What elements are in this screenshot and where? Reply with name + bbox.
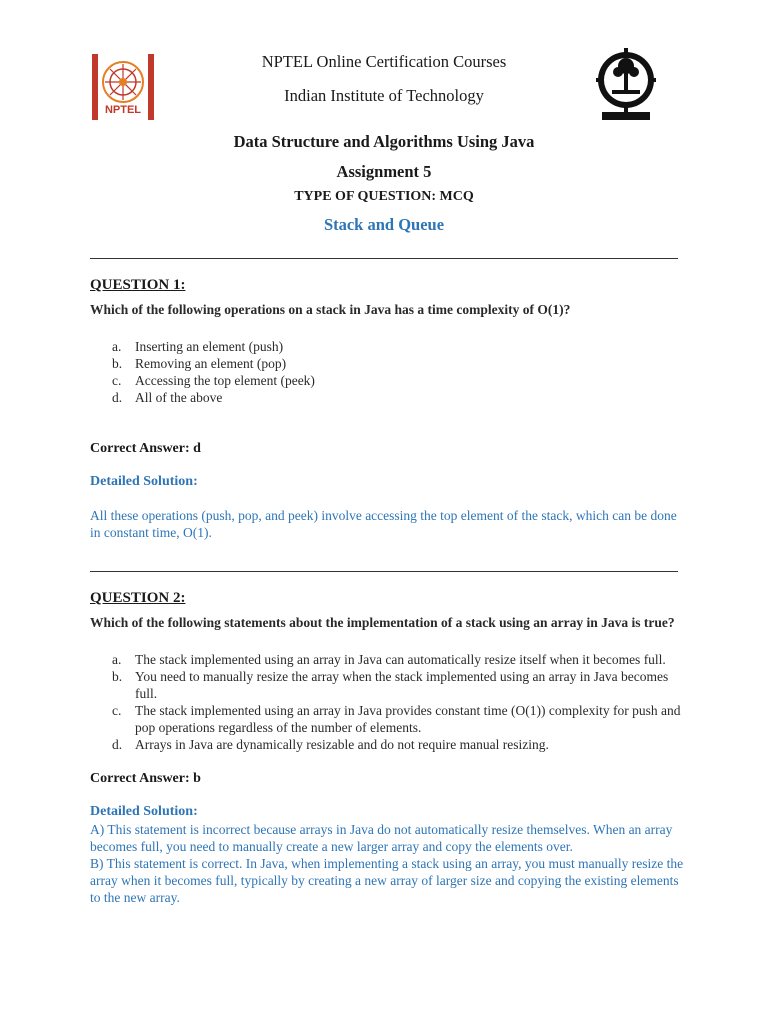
question-2-options — [112, 651, 687, 753]
assignment-number: Assignment 5 — [336, 162, 432, 181]
question-1-heading: QUESTION 1: — [90, 277, 186, 293]
option-text: Accessing the top element (peek) — [135, 373, 315, 388]
question-1-text: Which of the following operations on a stack in Java has a time complexity of O(1)? — [90, 302, 571, 317]
option-a — [112, 338, 687, 355]
option-letter: d. — [112, 390, 123, 405]
option-d — [112, 736, 687, 753]
option-letter: c. — [112, 703, 122, 718]
solution-paragraph-b: B) This statement is correct. In Java, when implementing a stack using an array, you must manually resize the array when it becomes full, typically by creating a new array of larger size and copying the existing elements to the new array. — [90, 856, 684, 905]
option-letter: b. — [112, 356, 123, 371]
header-line-1: NPTEL Online Certification Courses — [261, 52, 507, 71]
option-letter: a. — [112, 652, 122, 667]
option-text: The stack implemented using an array in Java can automatically resize itself when it becomes full. — [135, 652, 666, 667]
question-1-options — [112, 338, 687, 406]
topic-title: Stack and Queue — [323, 215, 445, 234]
course-title: Data Structure and Algorithms Using Java — [233, 132, 535, 151]
question-1-answer: Correct Answer: d — [90, 441, 201, 456]
option-c — [112, 702, 687, 736]
divider — [90, 258, 678, 259]
question-1-solution-heading: Detailed Solution: — [90, 474, 198, 489]
question-type: TYPE OF QUESTION: MCQ — [294, 189, 474, 204]
option-a — [112, 651, 687, 668]
nptel-logo-text: NPTEL — [104, 104, 142, 116]
option-b — [112, 668, 687, 702]
question-2-solution-heading: Detailed Solution: — [90, 804, 198, 819]
option-text: Arrays in Java are dynamically resizable and do not require manual resizing. — [135, 737, 549, 752]
option-text: All of the above — [135, 390, 223, 405]
option-text: Inserting an element (push) — [135, 339, 284, 354]
header-line-2: Indian Institute of Technology — [284, 86, 484, 105]
option-text: Removing an element (pop) — [135, 356, 287, 371]
option-text: You need to manually resize the array when the stack implemented using an array in Java becomes full. — [135, 669, 669, 701]
option-b — [112, 355, 687, 372]
option-letter: c. — [112, 373, 122, 388]
divider — [90, 571, 678, 572]
option-letter: d. — [112, 737, 123, 752]
option-letter: b. — [112, 669, 123, 684]
question-2-solution — [90, 821, 690, 906]
question-1-solution: All these operations (push, pop, and peek) involve accessing the top element of the stack, which can be done in constant time, O(1). — [90, 508, 677, 540]
question-2-text: Which of the following statements about the implementation of a stack using an array in Java is true? — [90, 615, 675, 630]
solution-paragraph-a: A) This statement is incorrect because arrays in Java do not automatically resize themselves. When an array becomes full, you need to manually create a new larger array and copy the elements over. — [90, 822, 673, 854]
option-c — [112, 372, 687, 389]
question-2-answer: Correct Answer: b — [90, 771, 201, 786]
option-text: The stack implemented using an array in Java provides constant time (O(1)) complexity for push and pop operations regardless of the number of elements. — [135, 703, 681, 735]
question-2-heading: QUESTION 2: — [90, 590, 186, 606]
option-d — [112, 389, 687, 406]
option-letter: a. — [112, 339, 122, 354]
